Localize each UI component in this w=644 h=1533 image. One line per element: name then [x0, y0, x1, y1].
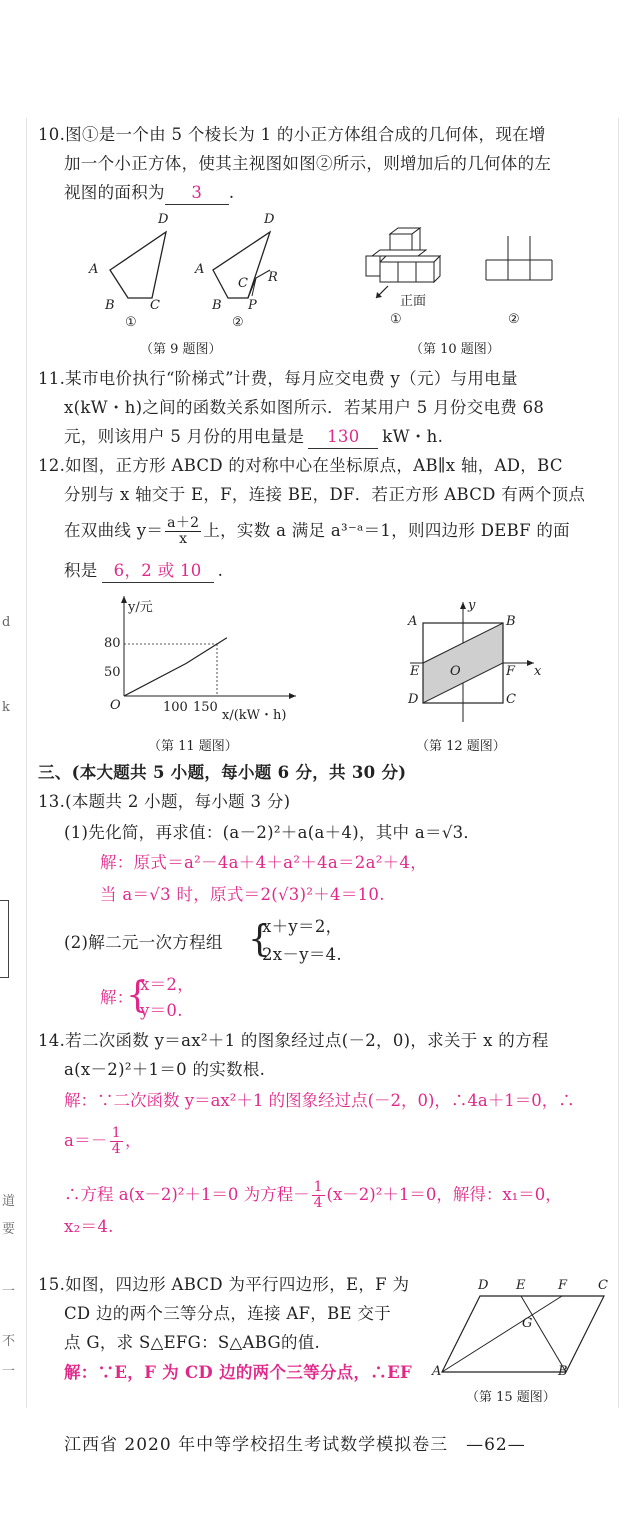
q13-p2-solution1: x＝2， — [140, 975, 195, 994]
q14-solution2 — [64, 1126, 142, 1157]
fig10-cube — [380, 256, 440, 262]
q14-frac1 — [110, 1126, 123, 1157]
fig9-diagram — [78, 210, 288, 335]
q14-frac2-num: 1 — [313, 1179, 323, 1195]
q13-p2-solution-prefix: 解： — [100, 988, 134, 1007]
q12-line2: 分别与 x 轴交于 E，F，连接 BE，DF．若正方形 ABCD 有两个顶点 — [64, 485, 586, 504]
q11-line1: 11.某市电价执行“阶梯式”计费，每月应交电费 y（元）与用电量 — [38, 369, 518, 388]
q11-line3-pre: 元，则该用户 5 月份的用电量是 — [64, 427, 305, 446]
fig11-y-arrow — [121, 596, 127, 603]
fig15-pt-F: F — [558, 1278, 568, 1293]
q14-line1: 14.若二次函数 y＝ax²＋1 的图象经过点(－2，0)，求关于 x 的方程 — [38, 1031, 549, 1050]
fig15-pt-D: D — [478, 1278, 489, 1293]
gutter-char: k — [2, 700, 10, 715]
fig9-pt-C2: C — [238, 276, 248, 291]
fig12-x-arrow — [527, 660, 534, 666]
fig9-fold — [248, 270, 270, 298]
fig10-cube — [366, 256, 380, 276]
fig10-label2: ② — [508, 312, 520, 327]
fig9-pt-C1: C — [150, 298, 160, 313]
q11-answer: 130 — [308, 426, 378, 449]
q12-line3 — [64, 516, 570, 547]
fig12-pt-O: O — [450, 664, 461, 679]
gutter-box — [0, 900, 9, 978]
q13-p2-eq1: x＋y＝2， — [262, 917, 343, 936]
fig15-caption: （第 15 题图） — [466, 1390, 556, 1405]
q13-p2-eq2: 2x－y＝4. — [262, 945, 342, 964]
q10-answer: 3 — [165, 182, 229, 205]
fig12-pt-C: C — [506, 692, 516, 707]
q11-line2: x(kW・h)之间的函数关系如图所示．若某用户 5 月份交电费 68 — [64, 398, 545, 417]
q14-frac2 — [312, 1180, 325, 1211]
fig9-pt-P2: P — [248, 298, 257, 313]
fig15-pt-G: G — [522, 1316, 533, 1331]
q12-line3-post: 上，实数 a 满足 a³⁻ᵃ＝1，则四边形 DEBF 的面 — [203, 521, 570, 540]
gutter-char: 一 — [2, 1364, 16, 1379]
fig12-pt-E: E — [410, 664, 420, 679]
q13-solution-brace: { — [126, 975, 149, 1016]
q13-p1-solution2: 当 a＝√3 时，原式＝2(√3)²＋4＝10. — [100, 885, 385, 904]
q12-frac-den: x — [179, 531, 188, 547]
q13-p2-prefix: (2)解二元一次方程组 — [64, 933, 223, 952]
fig12-y-label: y — [468, 598, 476, 613]
fig11-series-line — [124, 644, 217, 696]
q14-solution4: x₂＝4. — [64, 1217, 114, 1236]
gutter-char: 不 — [2, 1334, 16, 1349]
fig12-pt-F: F — [506, 664, 516, 679]
q14-solution1: 解：∵二次函数 y＝ax²＋1 的图象经过点(－2，0)，∴4a＋1＝0，∴ — [64, 1091, 575, 1110]
fig9-pt-R2: R — [268, 270, 278, 285]
fig9-caption: （第 9 题图） — [140, 342, 222, 357]
q12-answer: 6，2 或 10 — [102, 560, 214, 583]
q13-p1: (1)先化简，再求值：(a－2)²＋a(a＋4)，其中 a＝√3． — [64, 823, 481, 842]
section-3-heading: 三、(本大题共 5 小题，每小题 6 分，共 30 分) — [38, 763, 407, 782]
q15-solution: 解：∵E，F 为 CD 边的两个三等分点，∴EF — [64, 1363, 412, 1382]
q10-line3 — [64, 182, 234, 205]
fig10-diagram — [360, 222, 560, 312]
fig11-x-arrow — [289, 693, 296, 699]
q14-frac1-den: 4 — [111, 1141, 121, 1157]
q11-line3-post: kW・h. — [382, 427, 444, 446]
fig9-pt-A2: A — [195, 262, 205, 277]
q10-line3-pre: 视图的面积为 — [64, 183, 165, 202]
q14-solution2-pre: a＝－ — [64, 1131, 108, 1150]
q15-line2: CD 边的两个三等分点，连接 AF，BE 交于 — [64, 1304, 392, 1323]
fig11-origin: O — [110, 698, 121, 713]
q13-head: 13.(本题共 2 小题，每小题 3 分) — [38, 792, 291, 811]
q14-solution2-post: ， — [124, 1131, 142, 1150]
fig12-caption: （第 12 题图） — [416, 739, 506, 754]
fig10-cube — [380, 262, 398, 282]
q14-solution3-pre: ∴方程 a(x－2)²＋1＝0 为方程－ — [64, 1185, 310, 1204]
q12-line3-pre: 在双曲线 y＝ — [64, 521, 164, 540]
fig15-pt-B: B — [558, 1364, 568, 1379]
fig9-pt-D2: D — [264, 212, 275, 227]
q12-fraction — [165, 516, 201, 547]
fig12-pt-B: B — [506, 614, 516, 629]
gutter-char: d — [2, 615, 11, 630]
q12-line4-pre: 积是 — [64, 561, 98, 580]
left-margin-rule — [26, 118, 27, 1408]
fig9-pt-A1: A — [89, 262, 99, 277]
fig10-caption: （第 10 题图） — [410, 342, 500, 357]
q12-frac-num: a＋2 — [167, 515, 200, 531]
page-footer: 江西省 2020 年中等学校招生考试数学模拟卷三 —62— — [64, 1435, 526, 1455]
fig10-cube — [398, 262, 416, 282]
fig15-parallelogram — [442, 1296, 604, 1372]
fig12-pt-D: D — [408, 692, 419, 707]
fig10-cube — [416, 262, 434, 282]
fig11-ylabel: y/元 — [128, 600, 153, 615]
fig11-xtick-100: 100 — [163, 700, 188, 715]
q15-line3: 点 G，求 S△EFG：S△ABG的值. — [64, 1333, 321, 1352]
fig11-series-extension — [217, 638, 227, 644]
fig15-pt-A: A — [432, 1364, 442, 1379]
fig9-pt-B1: B — [105, 298, 115, 313]
q14-frac1-num: 1 — [111, 1125, 121, 1141]
fig15-diagram — [432, 1276, 622, 1388]
q13-p2-solution2: y＝0. — [140, 1001, 183, 1020]
q12-line4-post: . — [217, 561, 224, 580]
fig11-caption: （第 11 题图） — [148, 739, 238, 754]
q10-line2: 加一个小正方体，使其主视图如图②所示，则增加后的几何体的左 — [64, 154, 552, 173]
gutter-char: 道 — [2, 1194, 16, 1209]
q13-brace: { — [248, 919, 271, 960]
fig10-front-label: 正面 — [400, 294, 427, 309]
q11-line3 — [64, 426, 443, 449]
q12-line1: 12.如图，正方形 ABCD 的对称中心在坐标原点，AB∥x 轴，AD，BC — [38, 456, 563, 475]
q14-line2: a(x－2)²＋1＝0 的实数根. — [64, 1060, 266, 1079]
fig15-pt-C: C — [598, 1278, 608, 1293]
q13-p1-solution1: 解：原式＝a²－4a＋4＋a²＋4a＝2a²＋4， — [100, 853, 428, 872]
fig11-xtick-150: 150 — [193, 700, 218, 715]
q12-line4 — [64, 560, 223, 583]
fig9-label1: ① — [125, 315, 137, 330]
fig9-pt-B2: B — [212, 298, 222, 313]
gutter-char: 要 — [2, 1222, 16, 1237]
fig12-diagram — [406, 598, 556, 728]
q10-line3-post: . — [228, 183, 235, 202]
fig10-cube — [372, 250, 426, 256]
fig9-quad1 — [110, 232, 166, 298]
fig9-label2: ② — [232, 315, 244, 330]
fig12-y-arrow — [460, 602, 466, 609]
q10-line1: 10.图①是一个由 5 个棱长为 1 的小正方体组合成的几何体，现在增 — [38, 125, 546, 144]
q14-frac2-den: 4 — [313, 1195, 323, 1211]
fig15-pt-E: E — [516, 1278, 526, 1293]
fig12-pt-A: A — [408, 614, 418, 629]
fig11-ytick-80: 80 — [104, 636, 121, 651]
q15-line1: 15.如图，四边形 ABCD 为平行四边形，E，F 为 — [38, 1275, 410, 1294]
gutter-char: 一 — [2, 1284, 16, 1299]
fig11-xlabel: x/(kW・h) — [222, 708, 287, 723]
fig10-label1: ① — [390, 312, 402, 327]
right-margin-rule — [618, 118, 619, 1408]
q14-solution3 — [64, 1180, 562, 1211]
q14-solution3-post: (x－2)²＋1＝0，解得：x₁＝0， — [326, 1185, 562, 1204]
fig9-pt-D1: D — [158, 212, 169, 227]
fig12-x-label: x — [534, 664, 542, 679]
fig11-ytick-50: 50 — [104, 665, 121, 680]
